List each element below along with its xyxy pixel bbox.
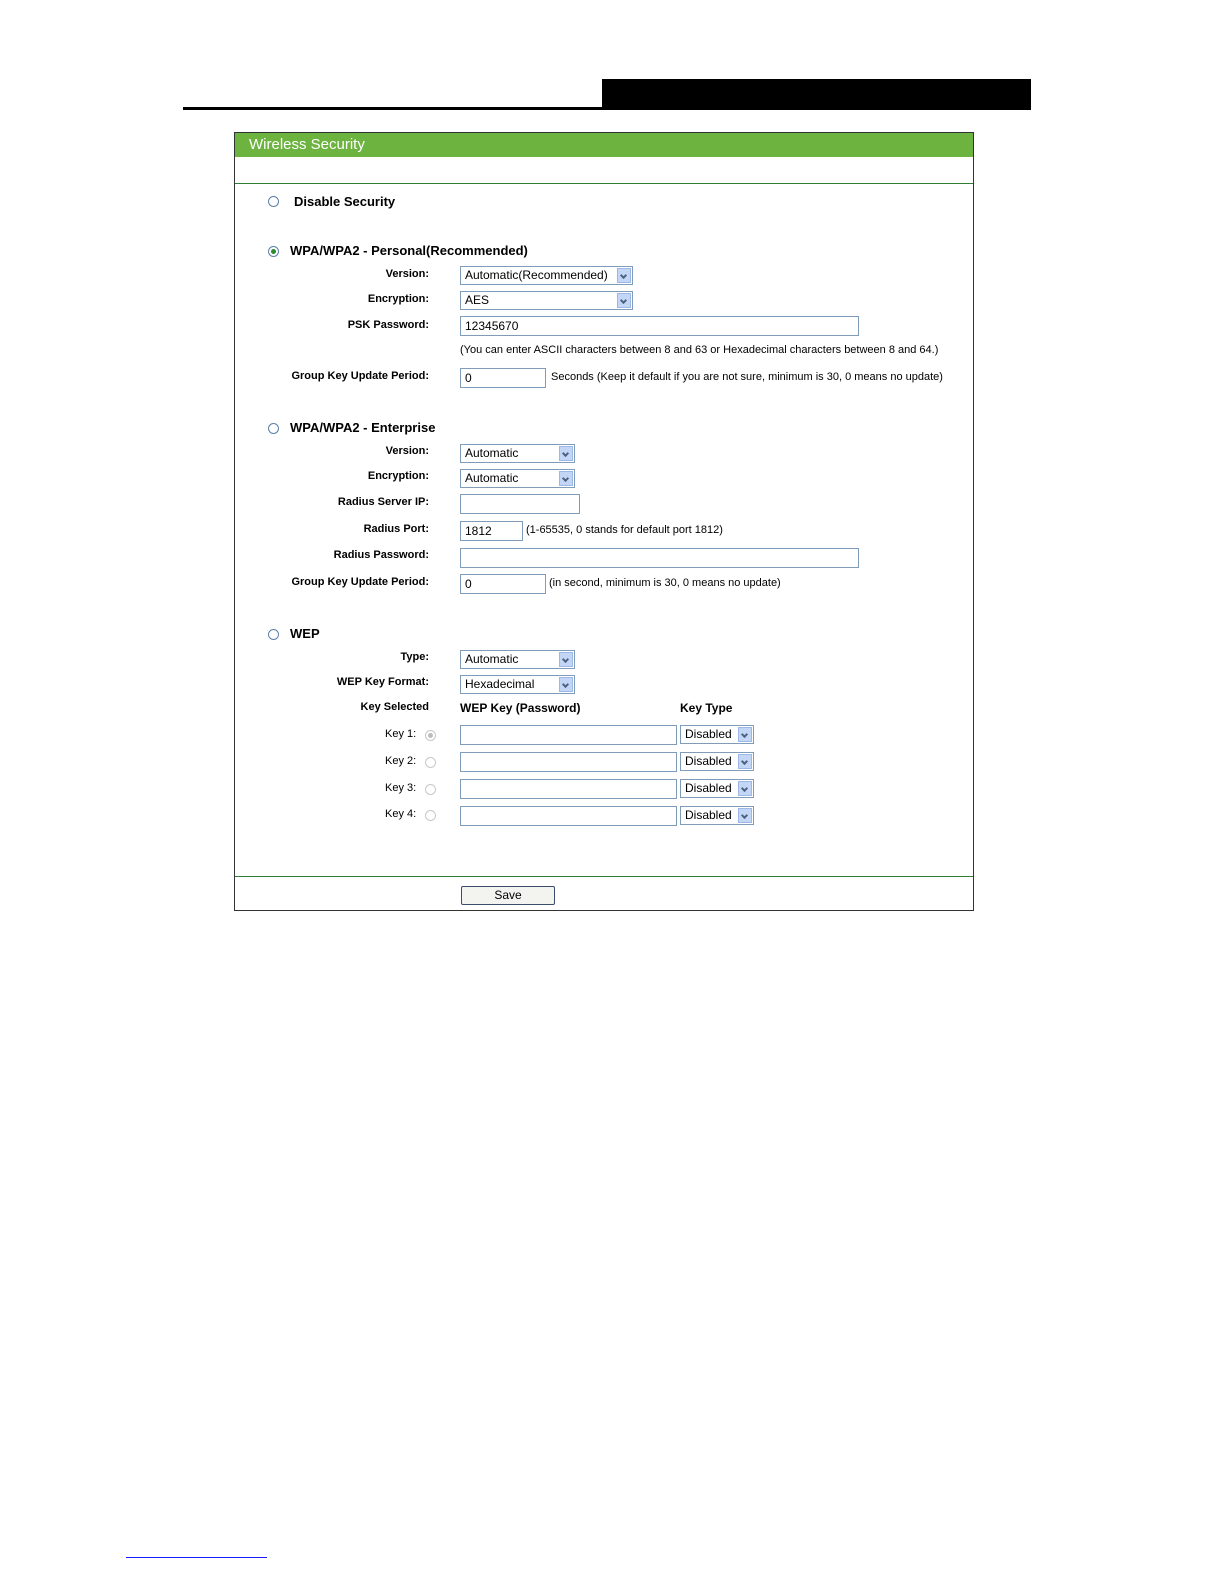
psk-password-label: PSK Password: [347,319,429,331]
chevron-down-icon [559,446,573,461]
personal-version-label: Version: [385,268,429,280]
psk-password-note: (You can enter ASCII characters between 8 and 63 or Hexadecimal characters between 8 and 64.) [460,344,939,356]
key-4-input[interactable] [460,806,677,826]
divider [235,183,973,184]
personal-encryption-select[interactable] [460,291,633,310]
chevron-down-icon [559,471,573,486]
radius-port-note: (1-65535, 0 stands for default port 1812) [526,524,723,536]
divider [235,876,973,877]
chevron-down-icon [617,268,631,283]
personal-version-select[interactable] [460,266,633,285]
key-1-label: Key 1: [385,728,417,740]
wep-label: WEP [290,626,320,641]
header-rule [183,107,1031,110]
wep-radio[interactable] [268,629,279,640]
wep-key-format-select[interactable] [460,675,575,694]
enterprise-gkup-input[interactable]: 0 [460,574,546,594]
enterprise-version-label: Version: [385,445,429,457]
enterprise-encryption-label: Encryption: [367,470,429,482]
chevron-down-icon [617,293,631,308]
key-4-radio[interactable] [425,810,436,821]
personal-gkup-input[interactable]: 0 [460,368,546,388]
key-4-type-select[interactable] [680,806,754,825]
enterprise-encryption-select[interactable] [460,469,575,488]
wep-key-header: WEP Key (Password) [460,701,581,715]
key-2-type-select[interactable] [680,752,754,771]
key-2-label: Key 2: [385,755,417,767]
key-3-type-select[interactable] [680,779,754,798]
header-block [602,79,1031,110]
radius-server-ip-input[interactable] [460,494,580,514]
wpa-personal-radio[interactable] [268,246,279,257]
disable-security-label: Disable Security [294,194,396,209]
wep-key-format-label: WEP Key Format: [336,676,429,688]
key-2-input[interactable] [460,752,677,772]
key-3-radio[interactable] [425,784,436,795]
radius-password-label: Radius Password: [333,549,429,561]
panel-title: Wireless Security [235,133,973,157]
psk-password-input[interactable]: 12345670 [460,316,859,336]
chevron-down-icon [738,808,752,823]
key-1-radio[interactable] [425,730,436,741]
save-button[interactable]: Save [461,886,555,905]
key-1-input[interactable] [460,725,677,745]
chevron-down-icon [738,727,752,742]
wep-type-select[interactable] [460,650,575,669]
key-3-label: Key 3: [385,782,417,794]
footer-link-underline [126,1557,267,1558]
key-3-input[interactable] [460,779,677,799]
chevron-down-icon [738,781,752,796]
wpa-personal-label: WPA/WPA2 - Personal(Recommended) [290,243,528,258]
chevron-down-icon [559,677,573,692]
wep-key-format-value: Hexadecimal [465,677,535,691]
wireless-security-panel [234,132,974,911]
personal-gkup-note: Seconds (Keep it default if you are not sure, minimum is 30, 0 means no update) [551,371,943,383]
key-type-header: Key Type [680,701,733,715]
radius-port-label: Radius Port: [363,523,429,535]
enterprise-gkup-label: Group Key Update Period: [291,576,429,588]
radius-password-input[interactable] [460,548,859,568]
enterprise-gkup-note: (in second, minimum is 30, 0 means no update) [549,577,781,589]
chevron-down-icon [559,652,573,667]
key-2-radio[interactable] [425,757,436,768]
enterprise-version-select[interactable] [460,444,575,463]
enterprise-encryption-value: Automatic [465,471,519,485]
wep-type-label: Type: [400,651,429,663]
key-4-label: Key 4: [385,808,417,820]
personal-encryption-value: AES [465,293,490,307]
key-4-type-value: Disabled [685,808,732,822]
personal-gkup-label: Group Key Update Period: [291,370,429,382]
personal-version-value: Automatic(Recommended) [465,268,608,282]
wpa-enterprise-radio[interactable] [268,423,279,434]
disable-security-radio[interactable] [268,196,279,207]
wpa-enterprise-label: WPA/WPA2 - Enterprise [290,420,436,435]
radius-port-input[interactable]: 1812 [460,521,523,541]
key-1-type-select[interactable] [680,725,754,744]
wep-type-value: Automatic [465,652,519,666]
key-selected-header: Key Selected [360,701,429,713]
chevron-down-icon [738,754,752,769]
enterprise-version-value: Automatic [465,446,519,460]
personal-encryption-label: Encryption: [367,293,429,305]
key-3-type-value: Disabled [685,781,732,795]
radius-server-ip-label: Radius Server IP: [337,496,429,508]
key-2-type-value: Disabled [685,754,732,768]
key-1-type-value: Disabled [685,727,732,741]
